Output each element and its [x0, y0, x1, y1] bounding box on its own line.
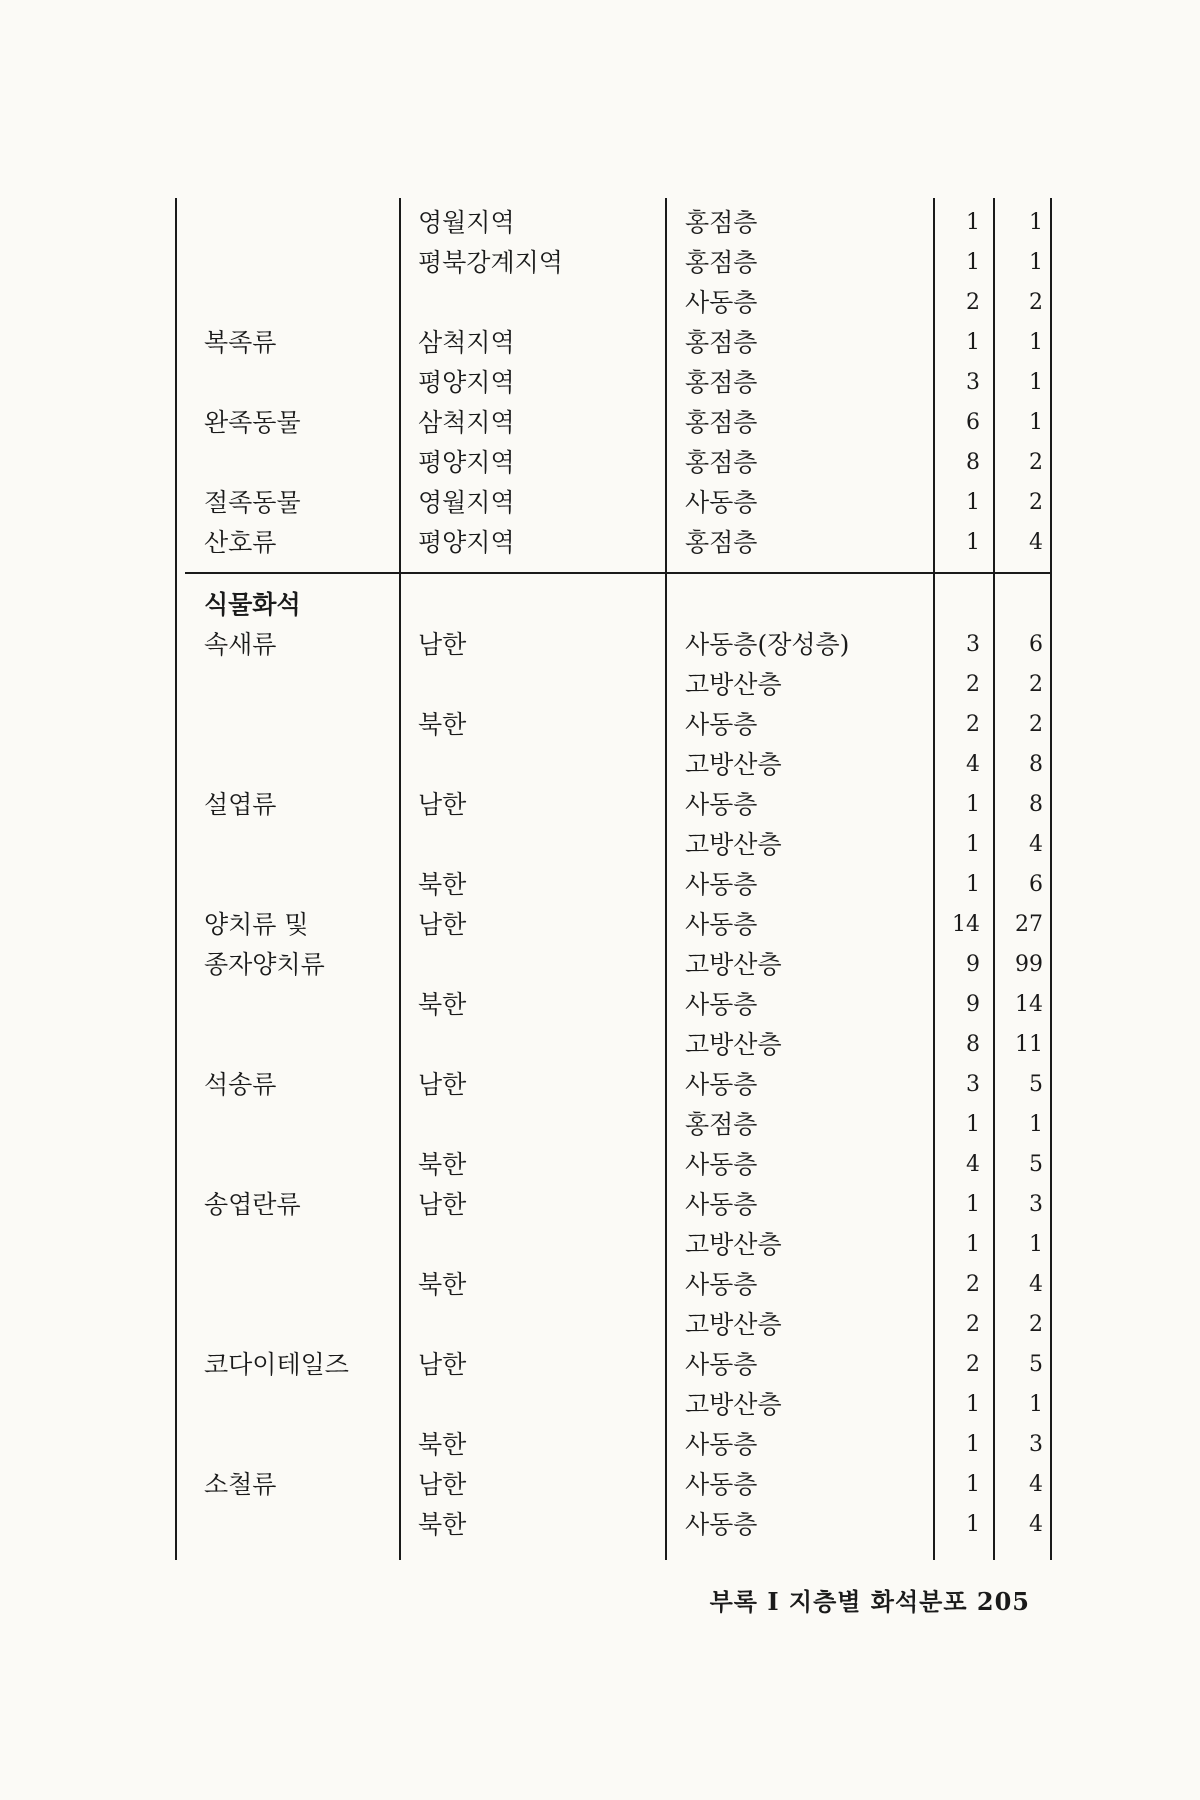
- cell-layer: 홍점층: [685, 408, 758, 437]
- cell-layer: 사동층: [685, 1470, 758, 1499]
- cell-count2: 3: [1029, 1192, 1043, 1217]
- cell-count1: 2: [966, 712, 980, 737]
- section-divider: [185, 572, 1050, 574]
- cell-count2: 2: [1029, 490, 1043, 515]
- cell-count1: 2: [966, 672, 980, 697]
- cell-count2: 4: [1029, 1272, 1043, 1297]
- cell-group: 석송류: [204, 1070, 277, 1099]
- cell-layer: 고방산층: [685, 830, 782, 859]
- cell-layer: 홍점층: [685, 208, 758, 237]
- cell-count1: 1: [966, 1232, 980, 1257]
- cell-count1: 14: [952, 912, 980, 937]
- table-row: [0, 403, 1200, 443]
- table-row: [0, 523, 1200, 563]
- table-row: [0, 1505, 1200, 1545]
- cell-layer: 고방산층: [685, 1390, 782, 1419]
- section-heading: 식물화석: [204, 590, 301, 619]
- cell-region: 북한: [418, 1150, 467, 1179]
- cell-count1: 3: [966, 632, 980, 657]
- table-row: [0, 283, 1200, 323]
- table-row: [0, 1225, 1200, 1265]
- cell-region: 남한: [418, 1070, 467, 1099]
- cell-layer: 사동층: [685, 1270, 758, 1299]
- cell-count1: 8: [966, 450, 980, 475]
- cell-count2: 27: [1015, 912, 1043, 937]
- cell-count2: 99: [1015, 952, 1043, 977]
- cell-layer: 사동층: [685, 288, 758, 317]
- cell-count2: 1: [1029, 1112, 1043, 1137]
- table-row: [0, 363, 1200, 403]
- cell-group: 설엽류: [204, 790, 277, 819]
- cell-count1: 1: [966, 530, 980, 555]
- table-row: [0, 945, 1200, 985]
- cell-region: 북한: [418, 1270, 467, 1299]
- cell-count1: 3: [966, 370, 980, 395]
- cell-region: 남한: [418, 790, 467, 819]
- cell-layer: 고방산층: [685, 1230, 782, 1259]
- cell-count1: 6: [966, 410, 980, 435]
- cell-count2: 1: [1029, 210, 1043, 235]
- cell-region: 평북강계지역: [418, 248, 563, 277]
- cell-count2: 1: [1029, 1232, 1043, 1257]
- cell-region: 남한: [418, 1190, 467, 1219]
- cell-count1: 2: [966, 290, 980, 315]
- cell-layer: 고방산층: [685, 1310, 782, 1339]
- table-row: [0, 1065, 1200, 1105]
- table-row: [0, 1385, 1200, 1425]
- table-row: [0, 203, 1200, 243]
- cell-region: 영월지역: [418, 208, 515, 237]
- cell-layer: 홍점층: [685, 328, 758, 357]
- table-row: [0, 1465, 1200, 1505]
- cell-region: 남한: [418, 910, 467, 939]
- cell-region: 평양지역: [418, 528, 515, 557]
- cell-group: 산호류: [204, 528, 277, 557]
- cell-count2: 1: [1029, 330, 1043, 355]
- table-row: [0, 483, 1200, 523]
- cell-region: 북한: [418, 710, 467, 739]
- cell-layer: 사동층: [685, 1350, 758, 1379]
- cell-count1: 1: [966, 832, 980, 857]
- cell-count2: 5: [1029, 1072, 1043, 1097]
- table-row: [0, 443, 1200, 483]
- cell-count1: 1: [966, 1512, 980, 1537]
- cell-layer: 고방산층: [685, 950, 782, 979]
- cell-layer: 사동층: [685, 910, 758, 939]
- table-row: [0, 865, 1200, 905]
- cell-count1: 1: [966, 490, 980, 515]
- cell-region: 북한: [418, 1430, 467, 1459]
- cell-layer: 홍점층: [685, 368, 758, 397]
- cell-count1: 1: [966, 1192, 980, 1217]
- cell-count2: 3: [1029, 1432, 1043, 1457]
- table-row: [0, 1345, 1200, 1385]
- cell-count1: 2: [966, 1272, 980, 1297]
- cell-count1: 1: [966, 1112, 980, 1137]
- cell-count2: 14: [1015, 992, 1043, 1017]
- cell-count1: 2: [966, 1352, 980, 1377]
- cell-group: 종자양치류: [204, 950, 325, 979]
- cell-count1: 9: [966, 992, 980, 1017]
- cell-count2: 1: [1029, 370, 1043, 395]
- cell-count1: 1: [966, 330, 980, 355]
- table-row: [0, 745, 1200, 785]
- cell-count2: 5: [1029, 1352, 1043, 1377]
- cell-count1: 8: [966, 1032, 980, 1057]
- table-row: [0, 825, 1200, 865]
- cell-count1: 1: [966, 792, 980, 817]
- cell-count2: 4: [1029, 832, 1043, 857]
- cell-layer: 사동층(장성층): [685, 630, 850, 659]
- cell-count2: 2: [1029, 712, 1043, 737]
- cell-count2: 11: [1015, 1032, 1043, 1057]
- cell-layer: 사동층: [685, 1510, 758, 1539]
- cell-layer: 사동층: [685, 1190, 758, 1219]
- cell-count1: 4: [966, 1152, 980, 1177]
- cell-region: 북한: [418, 870, 467, 899]
- cell-region: 남한: [418, 630, 467, 659]
- cell-count1: 1: [966, 210, 980, 235]
- table-row: [0, 905, 1200, 945]
- cell-region: 평양지역: [418, 368, 515, 397]
- cell-group: 절족동물: [204, 488, 301, 517]
- cell-count1: 9: [966, 952, 980, 977]
- cell-group: 송엽란류: [204, 1190, 301, 1219]
- table-row: [0, 1425, 1200, 1465]
- cell-count2: 2: [1029, 450, 1043, 475]
- cell-count1: 2: [966, 1312, 980, 1337]
- table-row: [0, 1305, 1200, 1345]
- cell-count2: 5: [1029, 1152, 1043, 1177]
- cell-count1: 1: [966, 872, 980, 897]
- cell-group: 코다이테일즈: [204, 1350, 349, 1379]
- cell-count2: 4: [1029, 1512, 1043, 1537]
- cell-region: 삼척지역: [418, 328, 515, 357]
- cell-layer: 사동층: [685, 488, 758, 517]
- cell-region: 북한: [418, 1510, 467, 1539]
- cell-group: 소철류: [204, 1470, 277, 1499]
- section-heading-row: [0, 585, 1200, 625]
- cell-count2: 1: [1029, 250, 1043, 275]
- cell-count2: 6: [1029, 632, 1043, 657]
- table-row: [0, 785, 1200, 825]
- cell-region: 북한: [418, 990, 467, 1019]
- table-row: [0, 1265, 1200, 1305]
- cell-count2: 8: [1029, 752, 1043, 777]
- cell-layer: 고방산층: [685, 1030, 782, 1059]
- table-row: [0, 243, 1200, 283]
- cell-count2: 2: [1029, 290, 1043, 315]
- cell-count2: 2: [1029, 672, 1043, 697]
- cell-count1: 1: [966, 250, 980, 275]
- table-row: [0, 665, 1200, 705]
- cell-layer: 사동층: [685, 990, 758, 1019]
- cell-count2: 1: [1029, 1392, 1043, 1417]
- cell-count1: 1: [966, 1432, 980, 1457]
- table-row: [0, 1145, 1200, 1185]
- cell-count2: 6: [1029, 872, 1043, 897]
- cell-layer: 사동층: [685, 1150, 758, 1179]
- table-row: [0, 1025, 1200, 1065]
- cell-layer: 사동층: [685, 710, 758, 739]
- cell-layer: 사동층: [685, 870, 758, 899]
- cell-count1: 1: [966, 1392, 980, 1417]
- table-row: [0, 625, 1200, 665]
- page-footer: 부록 I 지층별 화석분포 205: [709, 1587, 1030, 1616]
- table-row: [0, 1185, 1200, 1225]
- cell-count2: 1: [1029, 410, 1043, 435]
- table-row: [0, 1105, 1200, 1145]
- cell-region: 삼척지역: [418, 408, 515, 437]
- cell-region: 평양지역: [418, 448, 515, 477]
- cell-layer: 사동층: [685, 1070, 758, 1099]
- cell-group: 완족동물: [204, 408, 301, 437]
- table-row: [0, 705, 1200, 745]
- cell-count2: 8: [1029, 792, 1043, 817]
- table-row: [0, 985, 1200, 1025]
- cell-group: 양치류 및: [204, 910, 309, 939]
- cell-layer: 사동층: [685, 790, 758, 819]
- cell-group: 복족류: [204, 328, 277, 357]
- cell-layer: 홍점층: [685, 248, 758, 277]
- cell-count1: 1: [966, 1472, 980, 1497]
- cell-layer: 홍점층: [685, 528, 758, 557]
- cell-count1: 4: [966, 752, 980, 777]
- cell-count1: 3: [966, 1072, 980, 1097]
- cell-layer: 사동층: [685, 1430, 758, 1459]
- cell-layer: 고방산층: [685, 670, 782, 699]
- cell-layer: 홍점층: [685, 1110, 758, 1139]
- cell-region: 영월지역: [418, 488, 515, 517]
- cell-layer: 홍점층: [685, 448, 758, 477]
- cell-count2: 4: [1029, 530, 1043, 555]
- cell-count2: 4: [1029, 1472, 1043, 1497]
- cell-region: 남한: [418, 1350, 467, 1379]
- cell-group: 속새류: [204, 630, 277, 659]
- cell-count2: 2: [1029, 1312, 1043, 1337]
- table-row: [0, 323, 1200, 363]
- cell-layer: 고방산층: [685, 750, 782, 779]
- cell-region: 남한: [418, 1470, 467, 1499]
